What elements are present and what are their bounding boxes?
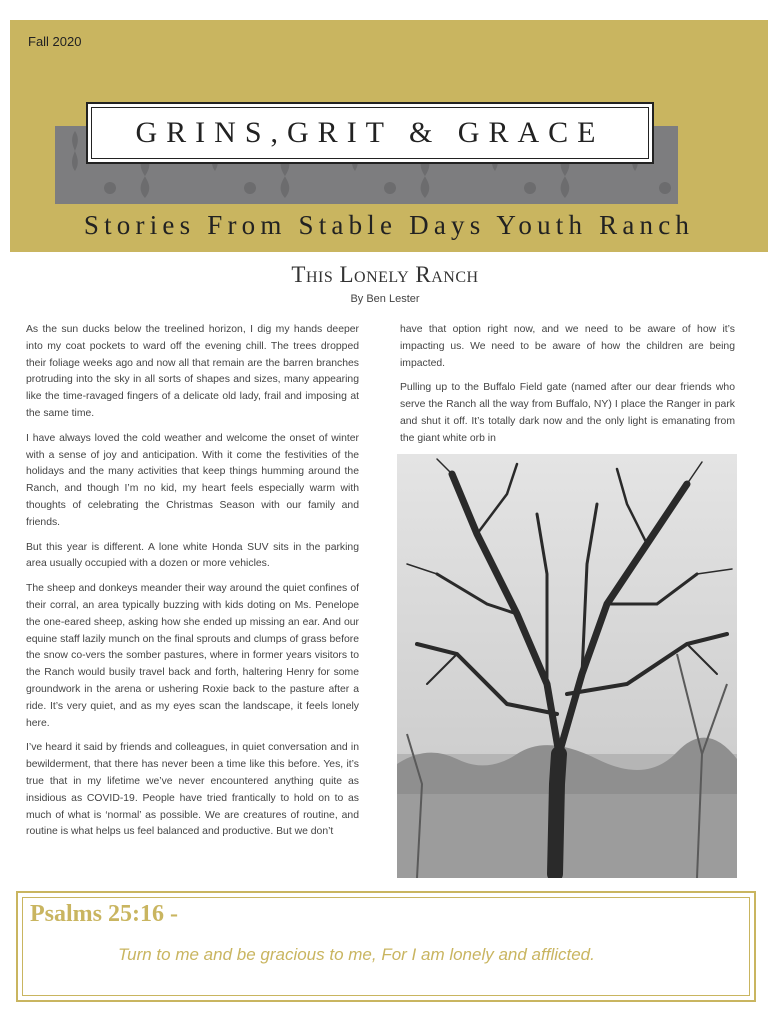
issue-season: Fall 2020 [28,34,82,49]
verse-callout [16,891,756,1002]
paragraph: Pulling up to the Buffalo Field gate (named after our dear friends who serve the Ranch all the way from Buffalo, NY) I place the Ranger in park and shut it off. It’s totally dark now and the only light is emanating from the giant white orb in [400,382,735,444]
bare-tree-photo [397,454,737,878]
bare-tree-icon [397,454,737,878]
paragraph: As the sun ducks below the treelined horizon, I dig my hands deeper into my coat pockets to ward off the evening chill. The trees dropped their foliage weeks ago and now all that remain are the barren branches protruding into the sky in all sorts of shapes and sizes, many appearing like the time-ravaged fingers of a delicate old lady, frail and imposing at the same time. [26,324,359,419]
paragraph: I have always loved the cold weather and welcome the onset of winter with a sense of joy and anticipation. With it come the festivities of the holidays and the many activities that keep things humming around the Ranch, and though I’m no kid, my heart feels especially warm with thoughts of celebrating the Christmas Season with our family and friends. [26,432,359,528]
article-byline: By Ben Lester [350,293,420,305]
verse-text: Turn to me and be gracious to me, For I am lonely and afflicted. [118,945,595,964]
paragraph: But this year is different. A lone white Honda SUV sits in the parking area usually occupied with a dozen or more vehicles. [26,541,359,570]
verse-reference: Psalms 25:16 - [30,901,178,927]
article-title: This Lonely Ranch [291,262,479,287]
newsletter-title-box [86,102,654,164]
paragraph: I’ve heard it said by friends and colleagues, in quiet conversation and in bewilderment, that there has never been a time like this before. Yes, it’s true that in my lifetime we’ve never encountered anything quite as insidious as COVID-19. People have tried frantically to hold on to as much of what is ‘normal’ as possible. We are creatures of routine, and routine is what helps us feel balanced and productive. But we don’t [26,742,359,838]
article-column-left [26,322,359,884]
paragraph: The sheep and donkeys meander their way around the quiet confines of their corral, an area typically buzzing with kids doting on Ms. Penelope the one-eared sheep, asking how she ended up missing an ear. And our equine staff lazily munch on the final sprouts and clumps of grass before the snow co-vers the somber pastures, where in former years visitors to the Ranch would busily travel back and forth, haltering Henry for some groundwork in the arena or ushering Roxie back to the pasture after a ride. It’s very quiet, and as my eyes scan the landscape, it feels lonely here. [26,583,359,729]
newsletter-subtitle: Stories From Stable Days Youth Ranch [83,210,695,240]
newsletter-title: GRINS,GRIT & GRACE [135,116,605,149]
paragraph: have that option right now, and we need to be aware of how it’s impacting us. We need to be aware of how the children are being impacted. [400,324,735,369]
article-column-right [400,322,735,450]
